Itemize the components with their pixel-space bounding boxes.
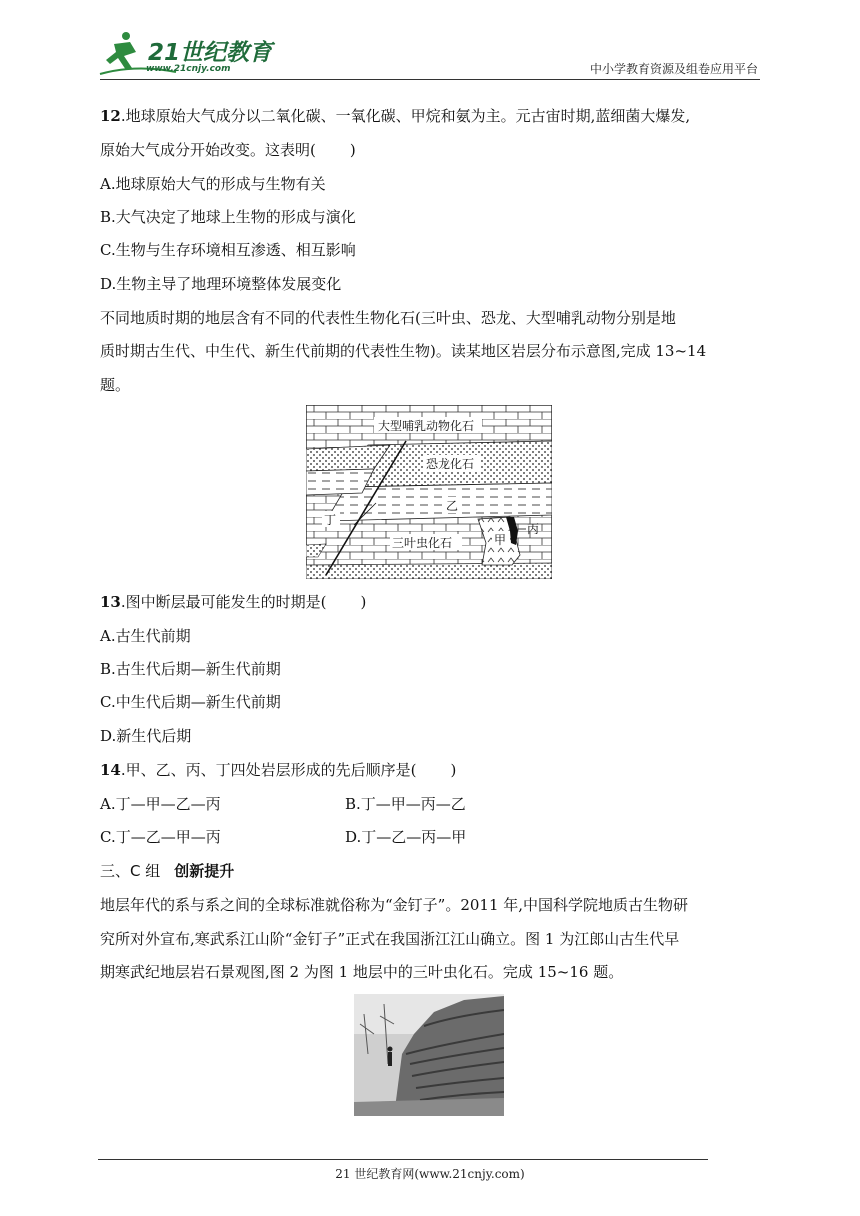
q14-paren-close: ): [450, 761, 457, 779]
label-bing: 丙: [527, 522, 540, 536]
q12-option-b: B.大气决定了地球上生物的形成与演化: [100, 208, 356, 226]
q12-text-1: .地球原始大气成分以二氧化碳、一氧化碳、甲烷和氨为主。元古宙时期,蓝细菌大爆发,: [120, 107, 691, 125]
intro1-line3: 题。: [100, 376, 131, 394]
intro2-line2: 究所对外宣布,寒武系江山阶“金钉子”正式在我国浙江江山确立。图 1 为江郎山古生代早: [100, 930, 680, 948]
q12-option-d: D.生物主导了地理环境整体发展变化: [100, 275, 342, 293]
q14-text: .甲、乙、丙、丁四处岩层形成的先后顺序是(: [120, 761, 417, 779]
q14-number: 14: [100, 761, 121, 779]
q14-option-c: C.丁—乙—甲—丙: [100, 828, 221, 846]
intro1-line1: 不同地质时期的地层含有不同的代表性生物化石(三叶虫、恐龙、大型哺乳动物分别是地: [100, 309, 676, 327]
label-dinosaur-fossil: 恐龙化石: [426, 457, 475, 471]
q12-text-2: 原始大气成分开始改变。这表明(: [100, 141, 316, 159]
section-heading: [100, 861, 234, 881]
q12-stem-line2: [100, 140, 356, 160]
q14-stem: [100, 760, 456, 780]
q13-option-d: D.新生代后期: [100, 727, 192, 745]
platform-title: 中小学教育资源及组卷应用平台: [589, 62, 758, 76]
q12-option-a: A.地球原始大气的形成与生物有关: [100, 175, 326, 193]
intro2-line3: 期寒武纪地层岩石景观图,图 2 为图 1 地层中的三叶虫化石。完成 15~16 题。: [100, 963, 624, 981]
q13-option-c: C.中生代后期—新生代前期: [100, 693, 281, 711]
rock-strata-diagram: [306, 405, 552, 579]
section-prefix: 三、C 组: [100, 862, 161, 880]
header-divider: [100, 79, 760, 80]
rock-landscape-photo: [354, 994, 504, 1116]
footer-text: 21 世纪教育网(www.21cnjy.com): [335, 1167, 525, 1181]
q13-stem: [100, 592, 366, 612]
logo-url: www.21cnjy.com: [146, 64, 231, 74]
q12-option-c: C.生物与生存环境相互渗透、相互影响: [100, 241, 356, 259]
q12-stem-line1: [100, 106, 690, 126]
intro2-line1: 地层年代的系与系之间的全球标准就俗称为“金钉子”。2011 年,中国科学院地质古生物研: [100, 896, 689, 914]
section-title: 创新提升: [174, 862, 235, 880]
label-ding: 丁: [324, 513, 337, 527]
q14-option-b: B.丁—甲—丙—乙: [345, 795, 466, 813]
logo-text: 21世纪教育: [148, 40, 273, 66]
q12-number: 12: [100, 107, 121, 125]
label-jia: 甲: [494, 533, 507, 547]
label-trilobite-fossil: 三叶虫化石: [392, 536, 453, 550]
q13-number: 13: [100, 593, 121, 611]
q12-paren-close: ): [349, 141, 356, 159]
q14-option-a: A.丁—甲—乙—丙: [100, 795, 221, 813]
label-mammal-fossil: 大型哺乳动物化石: [378, 419, 475, 433]
q14-option-d: D.丁—乙—丙—甲: [345, 828, 467, 846]
q13-option-a: A.古生代前期: [100, 627, 191, 645]
q13-option-b: B.古生代后期—新生代前期: [100, 660, 281, 678]
q13-paren-close: ): [360, 593, 367, 611]
label-yi: 乙: [446, 499, 459, 513]
intro1-line2: 质时期古生代、中生代、新生代前期的代表性生物)。读某地区岩层分布示意图,完成 13~14: [100, 342, 707, 360]
footer-divider: [98, 1159, 708, 1160]
q13-text: .图中断层最可能发生的时期是(: [120, 593, 327, 611]
